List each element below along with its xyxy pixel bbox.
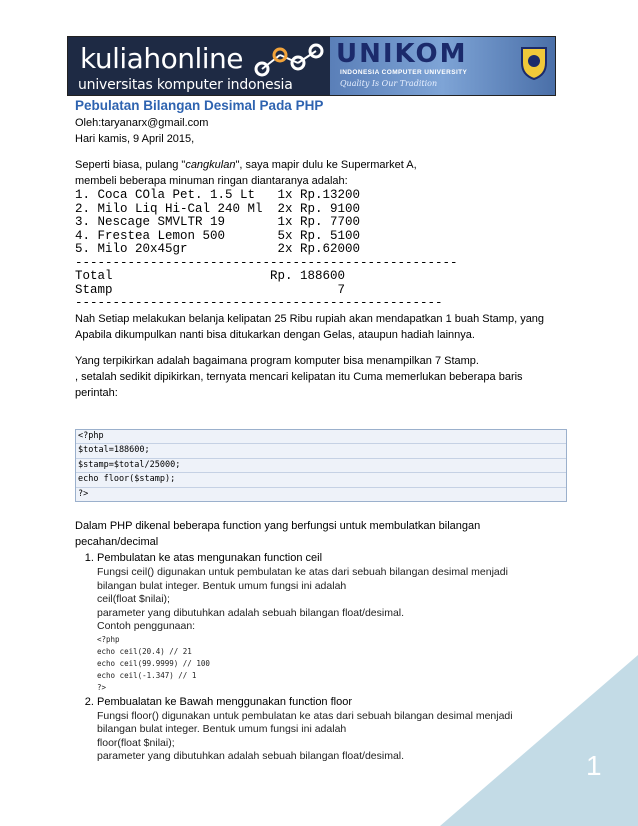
- header-banner: [67, 36, 556, 96]
- receipt-item: 1. Coca COla Pet. 1.5 Lt 1x Rp.13200: [75, 188, 361, 202]
- code-line: <?php: [76, 430, 566, 445]
- page-title: Pebulatan Bilangan Desimal Pada PHP: [75, 98, 324, 113]
- network-nodes-icon: [254, 41, 326, 81]
- receipt-stamp: Stamp 7: [75, 282, 346, 297]
- ceil-example-code: <?php echo ceil(20.4) // 21 echo ceil(99.9999) // 100 echo ceil(-1.347) // 1 ?>: [97, 634, 210, 692]
- intro-line-1: Seperti biasa, pulang "cangkulan", saya mapir dulu ke Supermarket A,: [75, 159, 417, 171]
- code-line: ?>: [78, 488, 89, 499]
- section-heading: Pembulatan ke atas mengunakan function ceil: [97, 552, 323, 564]
- date: Hari kamis, 9 April 2015,: [75, 133, 195, 145]
- paragraph: Apabila dikumpulkan nanti bisa ditukarkan dengan Gelas, ataupun hadiah lainnya.: [75, 328, 475, 341]
- receipt-item: 3. Nescage SMVLTR 19 1x Rp. 7700: [75, 215, 361, 229]
- emphasis-cangkulan: cangkulan: [185, 159, 236, 171]
- author: Oleh:taryanarx@gmail.com: [75, 117, 209, 129]
- receipt-separator: -------------------------------------------------: [75, 296, 443, 310]
- unikom-subtitle: INDONESIA COMPUTER UNIVERSITY: [340, 69, 468, 76]
- receipt-total: Total Rp. 188600: [75, 269, 346, 283]
- unikom-title: UNIKOM: [336, 39, 468, 69]
- logo-text: kuliahonline: [80, 42, 243, 75]
- kuliahonline-logo: [68, 37, 330, 95]
- php-intro: Dalam PHP dikenal beberapa function yang berfungsi untuk membulatkan bilangan pecahan/decimal: [75, 520, 481, 548]
- section-body: Fungsi ceil() digunakan untuk pembulatan ke atas dari sebuah bilangan desimal menjadi bilangan bulat integer. Bentuk umum fungsi ini adalah ceil(float $nilai); parameter yang dibutuhkan adalah sebuah bilangan float/desimal. Contoh penggunaan:: [97, 566, 508, 632]
- code-line: $stamp=$total/25000;: [76, 459, 566, 474]
- section-body: Fungsi floor() digunakan untuk pembulatan ke atas dari sebuah bilangan desimal menjadi bilangan bulat integer. Bentuk umum fungsi ini adalah floor(float $nilai); parameter yang dibutuhkan adalah sebuah bilangan float/desimal.: [97, 709, 513, 762]
- code-line: echo floor($stamp);: [76, 473, 566, 488]
- logo-subtext: universitas komputer indonesia: [78, 77, 293, 93]
- php-code-block: [75, 429, 567, 503]
- unikom-tagline: Quality Is Our Tradition: [340, 79, 438, 88]
- shield-emblem-icon: [519, 45, 549, 81]
- paragraph: , setalah sedikit dipikirkan, ternyata mencari kelipatan itu Cuma memerlukan beberapa baris perintah:: [75, 370, 523, 399]
- code-line: $total=188600;: [76, 444, 566, 459]
- receipt-item: 4. Frestea Lemon 500 5x Rp. 5100: [75, 228, 361, 243]
- section-heading: Pembualatan ke Bawah menggunakan function floor: [97, 695, 353, 708]
- paragraph: Yang terpikirkan adalah bagaimana program komputer bisa menampilkan 7 Stamp.: [75, 354, 479, 367]
- unikom-logo: [330, 37, 555, 95]
- page-corner-decoration: [440, 655, 638, 826]
- receipt-separator: ---------------------------------------------------: [75, 255, 458, 270]
- receipt-item: 5. Milo 20x45gr 2x Rp.62000: [75, 242, 361, 256]
- paragraph: Nah Setiap melakukan belanja kelipatan 25 Ribu rupiah akan mendapatkan 1 buah Stamp, yang: [75, 312, 545, 325]
- intro-line-2: membeli beberapa minuman ringan diantaranya adalah:: [75, 175, 348, 187]
- page-number: 1: [586, 750, 602, 781]
- receipt-list: [75, 189, 565, 311]
- receipt-item: 2. Milo Liq Hi-Cal 240 Ml 2x Rp. 9100: [75, 201, 361, 216]
